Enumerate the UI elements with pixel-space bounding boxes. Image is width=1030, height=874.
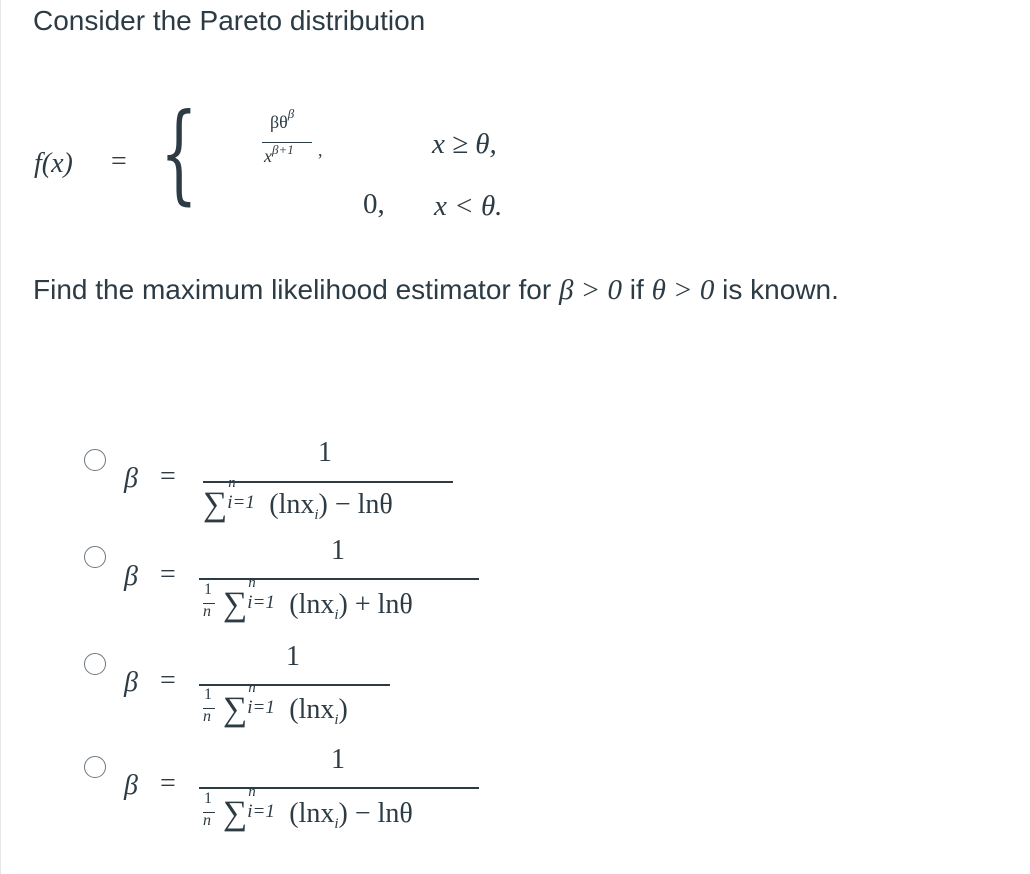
option-3-sum-icon: ∑ xyxy=(223,691,248,728)
option-1-radio[interactable] xyxy=(84,449,106,471)
question-title: Consider the Pareto distribution xyxy=(33,5,426,36)
option-2-denominator: $\frac{1}{n}$ ∑ n i=1 (lnx$_i$) + lnθ xyxy=(203,575,413,623)
option-1-fraction-bar xyxy=(203,481,453,483)
option-2-beta: β xyxy=(124,561,138,592)
case2-value: 0, xyxy=(363,188,385,220)
option-4-equals: = xyxy=(160,768,176,799)
option-4-denominator: $\frac{1}{n}$ ∑ n i=1 (lnx$_i$) − lnθ xyxy=(203,784,413,832)
option-2-radio[interactable] xyxy=(84,546,106,568)
beta-condition: β > 0 xyxy=(558,274,622,306)
option-2-sum-icon: ∑ xyxy=(223,586,248,623)
option-2-fraction-bar xyxy=(199,578,479,580)
case1-comma: , xyxy=(318,140,323,160)
case1-condition: x ≥ θ, xyxy=(432,128,497,160)
option-3-beta: β xyxy=(124,667,138,698)
option-4-radio[interactable] xyxy=(84,756,106,778)
option-3-numerator: 1 xyxy=(286,641,300,672)
option-1-denominator: ∑ n i=1 (lnx$_i$) − lnθ xyxy=(203,475,393,523)
question-prompt: Find the maximum likelihood estimator for β > 0 if θ > 0 is known. xyxy=(33,274,839,306)
option-3-denominator: $\frac{1}{n}$ ∑ n i=1 (lnx$_i$) xyxy=(203,680,348,728)
option-4-numerator: 1 xyxy=(331,744,345,775)
case2-condition: x < θ. xyxy=(434,190,503,222)
option-4-beta: β xyxy=(124,770,138,801)
option-3-equals: = xyxy=(160,665,176,696)
case1-denominator: $x^{\beta+1}$ xyxy=(264,142,294,166)
option-3-fraction-bar xyxy=(199,684,390,686)
theta-condition: θ > 0 xyxy=(651,274,715,306)
option-1-sum-icon: ∑ xyxy=(203,486,228,523)
option-1-beta: β xyxy=(124,463,138,494)
option-2-numerator: 1 xyxy=(331,535,345,566)
pdf-brace: { xyxy=(160,91,198,216)
option-4-sum-icon: ∑ xyxy=(223,795,248,832)
option-1-equals: = xyxy=(160,461,176,492)
pdf-equals: = xyxy=(111,146,127,177)
left-border xyxy=(0,0,1,874)
option-3-radio[interactable] xyxy=(84,653,106,675)
option-2-equals: = xyxy=(160,559,176,590)
pdf-lhs: f(x) xyxy=(34,148,73,179)
case1-numerator: $\beta\theta^\beta$ xyxy=(270,106,295,132)
option-1-numerator: 1 xyxy=(318,437,332,468)
option-4-fraction-bar xyxy=(199,787,479,789)
